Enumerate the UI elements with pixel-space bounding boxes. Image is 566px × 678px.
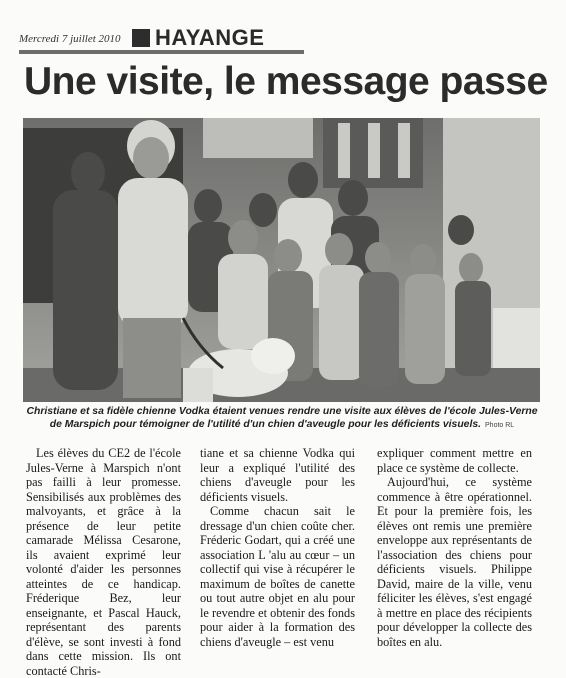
photo-caption: [24, 405, 540, 432]
article-photo: [23, 118, 540, 402]
section-marker-square: [132, 29, 150, 47]
article-column-3: [377, 446, 532, 649]
photo-caption-text: Christiane et sa fidèle chienne Vodka étaient venues rendre une visite aux élèves de l'école Jules-Verne de Marspich pour témoigner de l'utilité d'un chien d'aveugle pour les déficients visuels.: [26, 406, 538, 430]
article-paragraph: expliquer comment mettre en place ce système de collecte.: [377, 446, 532, 475]
article-headline: Une visite, le message passe: [24, 60, 548, 103]
header-rule: [19, 50, 304, 54]
article-column-2: [200, 446, 355, 649]
article-paragraph: tiane et sa chienne Vodka qui leur a expliqué l'utilité des chiens d'aveugle pour les déficients visuels.: [200, 446, 355, 504]
article-paragraph: Comme chacun sait le dressage d'un chien coûte cher. Fréderic Godart, qui a créé une association L 'alu au cœur – un collectif qui vise à récupérer le maximum de boîtes de canette ou tout autre objet en alu pour le revendre et obtenir des fonds pour aider à la formation des chiens d'aveugle – est venu: [200, 504, 355, 649]
photo-credit: Photo RL: [485, 422, 515, 429]
group-photo-illustration: [23, 118, 540, 402]
article-paragraph: Aujourd'hui, ce système commence à être opérationnel. Et pour la première fois, les élèves ont remis une première enveloppe aux représentants de l'association des chiens pour déficients visuels. Philippe David, maire de la ville, venu féliciter les élèves, s'est engagé à mettre en place des récipients pour développer la collecte des boîtes en alu.: [377, 475, 532, 649]
issue-date: Mercredi 7 juillet 2010: [19, 33, 121, 45]
section-city: HAYANGE: [155, 25, 265, 50]
article-paragraph: Les élèves du CE2 de l'école Jules-Verne à Marspich n'ont pas failli à leur promesse. Sensibilisés aux problèmes des malvoyants, et grâce à la présence de leur petite camarade Mélissa Cesarone, ils avaient exprimé leur volonté d'aider les personnes atteintes de ce handicap. Fréderique Bez, leur enseignante, et Pascal Hauck, représentant des parents d'élève, se sont investi à fond dans cette mission. Ils ont contacté Chris-: [26, 446, 181, 678]
article-column-1: [26, 446, 181, 678]
